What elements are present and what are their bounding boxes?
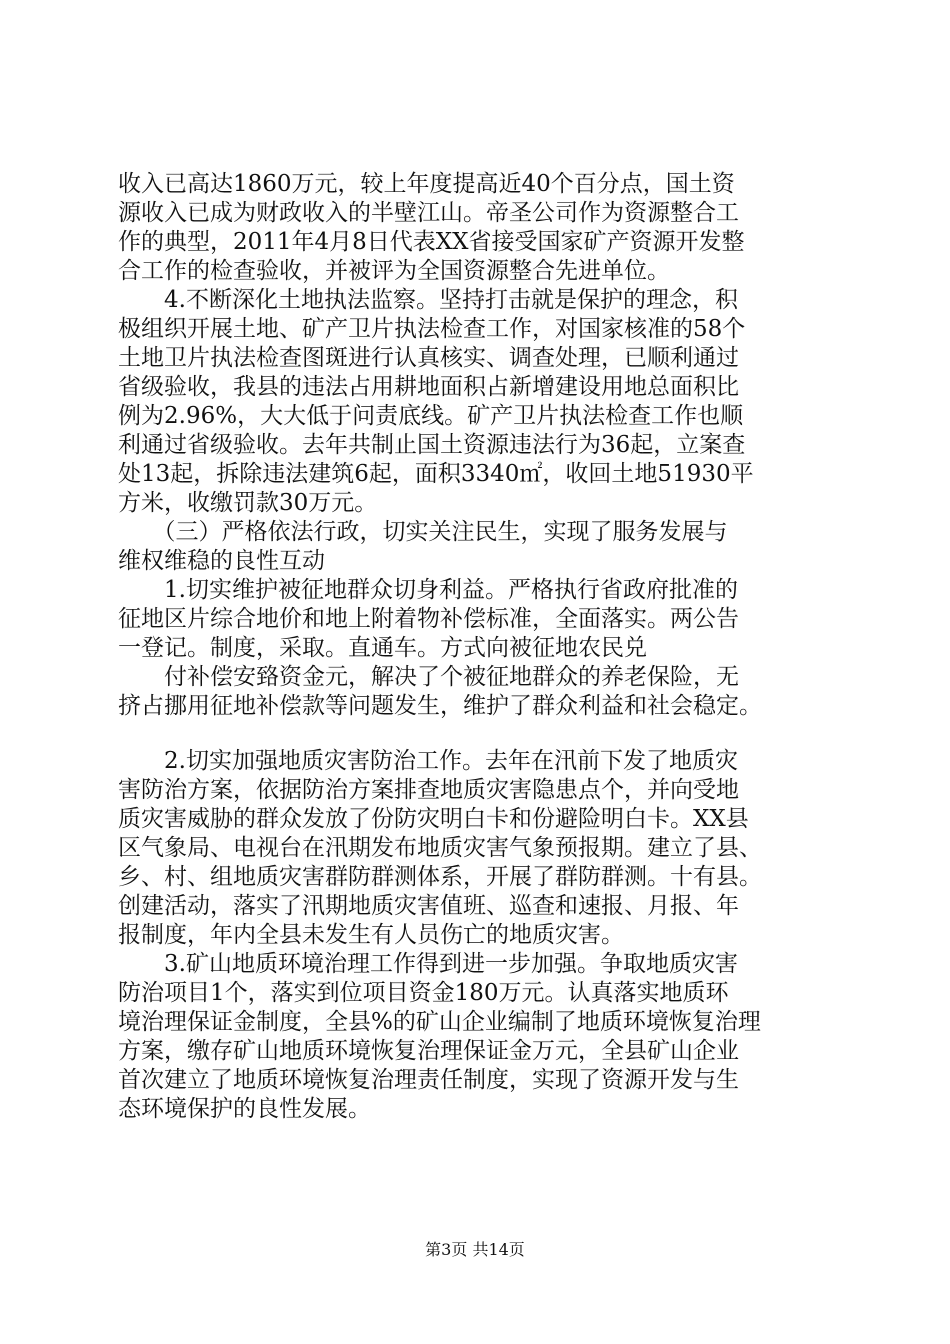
text-line: 乡、村、组地质灾害群防群测体系，开展了群防群测。十有县。 [118,864,762,890]
text-line: 处13起，拆除违法建筑6起，面积3340㎡，收回土地51930平 [118,461,754,487]
text-line: 作的典型，2011年4月8日代表XX省接受国家矿产资源开发整 [118,229,745,255]
text-line: 境治理保证金制度，全县%的矿山企业编制了地质环境恢复治理 [118,1009,761,1035]
text-line: 害防治方案，依据防治方案排查地质灾害隐患点个，并向受地 [118,777,739,803]
text-line: 4.不断深化土地执法监察。坚持打击就是保护的理念，积 [118,287,738,313]
text-line: 方米，收缴罚款30万元。 [118,490,378,516]
text-line: 例为2.96%，大大低于问责底线。矿产卫片执法检查工作也顺 [118,403,744,429]
text-line: 极组织开展土地、矿产卫片执法检查工作，对国家核准的58个 [118,316,746,342]
text-line: 1.切实维护被征地群众切身利益。严格执行省政府批准的 [118,577,738,603]
text-line: （三）严格依法行政，切实关注民生，实现了服务发展与 [118,519,728,545]
text-line: 区气象局、电视台在汛期发布地质灾害气象预报期。建立了县、 [118,835,762,861]
page-number-footer: 第3页 共14页 [425,1240,525,1259]
text-line: 质灾害威胁的群众发放了份防灾明白卡和份避险明白卡。XX县 [118,806,749,832]
text-line: 防治项目1个，落实到位项目资金180万元。认真落实地质环 [118,980,729,1006]
text-line: 土地卫片执法检查图斑进行认真核实、调查处理，已顺利通过 [118,345,739,371]
text-line: 源收入已成为财政收入的半壁江山。帝圣公司作为资源整合工 [118,200,739,226]
text-line: 态环境保护的良性发展。 [118,1096,371,1122]
text-line: 利通过省级验收。去年共制止国土资源违法行为36起，立案查 [118,432,746,458]
text-line: 首次建立了地质环境恢复治理责任制度，实现了资源开发与生 [118,1067,739,1093]
text-line: 2.切实加强地质灾害防治工作。去年在汛前下发了地质灾 [118,748,738,774]
text-line: 省级验收，我县的违法占用耕地面积占新增建设用地总面积比 [118,374,739,400]
text-line: 合工作的检查验收，并被评为全国资源整合先进单位。 [118,258,670,284]
text-line: 创建活动，落实了汛期地质灾害值班、巡查和速报、月报、年 [118,893,739,919]
text-line: 报制度，年内全县未发生有人员伤亡的地质灾害。 [118,922,624,948]
text-line: 付补偿安臵资金元，解决了个被征地群众的养老保险，无 [118,664,739,690]
text-line: 一登记。制度，采取。直通车。方式向被征地农民兑 [118,635,647,661]
text-line: 征地区片综合地价和地上附着物补偿标准，全面落实。两公告 [118,606,739,632]
text-line: 挤占挪用征地补偿款等问题发生，维护了群众利益和社会稳定。 [118,693,762,719]
text-line: 收入已高达1860万元，较上年度提高近40个百分点，国土资 [118,171,735,197]
text-line: 3.矿山地质环境治理工作得到进一步加强。争取地质灾害 [118,951,738,977]
text-line: 方案，缴存矿山地质环境恢复治理保证金万元，全县矿山企业 [118,1038,739,1064]
text-line: 维权维稳的良性互动 [118,548,325,574]
